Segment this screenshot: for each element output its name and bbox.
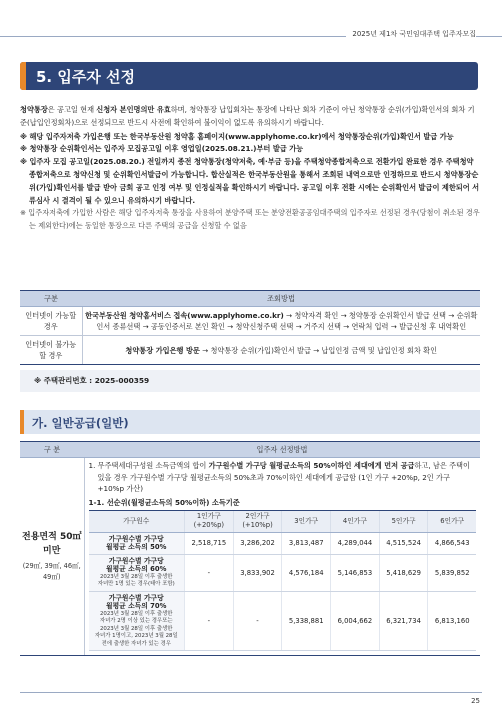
criteria-post: 하고, 남은 주택이 있을 경우 가구원수별 가구당 월평균소득의 50%초과 70%이하인 세대에게 공급함 (1인 가구 +20%p, 2인 가구 +10%p 가산) — [97, 461, 470, 493]
document-header-title: 2025년 제1차 국민임대주택 입주자모집 — [346, 29, 476, 39]
note-item: ※ 청약통장 순위확인서는 입주자 모집공고일 이후 영업일(2025.08.21.)부터 발급 가능 — [20, 144, 304, 154]
income-value: 4,866,543 — [428, 532, 476, 554]
method-bold: 한국부동산원 청약홈서비스 접속(www.applyhome.co.kr) — [85, 311, 284, 320]
income-value: 3,813,487 — [282, 532, 331, 554]
income-header: 1인가구 (+20%p) — [185, 510, 234, 532]
income-table-title: 1-1. 선순위(월평균소득의 50%이하) 소득기준 — [88, 497, 240, 507]
criterion-bold: 가구원수별 가구당 월평균 소득의 70% — [106, 593, 167, 610]
row-label: 인터넷이 불가능 할 경우 — [20, 336, 82, 365]
criteria-pre: 1. 무주택세대구성원 소득금액의 합이 — [88, 461, 209, 470]
intro-bold-term: 청약통장 — [20, 105, 48, 114]
income-value: 5,146,853 — [331, 554, 380, 591]
note-item-plain: ※ 입주자저축에 가입한 사람은 해당 입주자저축 통장을 사용하여 분양주택 또는 분양전환공공임대주택의 입주자로 선정된 경우(당첨이 취소된 경우는 제외한다)에는 동일한 통장으로 다른 주택의 공급을 신청할 수 없음 — [20, 208, 480, 231]
intro-paragraph — [20, 104, 480, 130]
income-row — [89, 591, 477, 651]
income-header: 가구원수 — [89, 510, 185, 532]
income-value: 4,576,184 — [282, 554, 331, 591]
general-supply-table — [20, 441, 480, 656]
income-row — [89, 554, 477, 591]
criterion-bold: 가구원수별 가구당 월평균 소득의 50% — [106, 534, 167, 551]
row-method — [82, 336, 480, 365]
income-value: 6,321,734 — [379, 591, 428, 651]
income-criterion — [89, 591, 185, 651]
income-value: 3,286,202 — [233, 532, 282, 554]
page-number: 25 — [471, 697, 480, 705]
row-method — [82, 307, 480, 336]
income-value: 4,289,044 — [331, 532, 380, 554]
income-value: 3,833,902 — [233, 554, 282, 591]
income-value: - — [185, 554, 234, 591]
row-label: 인터넷이 가능할 경우 — [20, 307, 82, 336]
table-row — [20, 336, 480, 365]
selection-method-cell — [84, 458, 480, 656]
criteria-text — [89, 460, 477, 495]
criteria-bold: 가구원수별 가구당 월평균소득의 50%이하인 세대에게 먼저 공급 — [208, 461, 415, 470]
criterion-bold: 가구원수별 가구당 월평균 소득의 60% — [106, 556, 167, 573]
income-header: 4인가구 — [331, 510, 380, 532]
table-header: 입주자 선정방법 — [84, 442, 480, 458]
intro-bold-emphasis: 신청자 본인명의만 유효 — [96, 105, 171, 114]
criterion-fine: 2023년 3월 28일 이후 출생한 자녀가 2명 이상 있는 경우또는 2023년 3월 28일 이후 출생한 자녀가 1명이고, 2023년 3월 28일 전에 출생한 자녀가 있는 경우 — [94, 610, 178, 647]
income-row — [89, 532, 477, 554]
category-cell — [20, 458, 84, 656]
income-criteria-table — [89, 510, 477, 652]
income-value: 2,518,715 — [185, 532, 234, 554]
method-text: → 청약자격 확인 → 청약통장 순위확인서 발급 선택 → 순위확인서 종류선택 → 공동인증서로 본인 확인 → 청약신청주택 선택 → 거주지 선택 → 연락처 입력 → 발급신청 후 내역확인 — [96, 311, 478, 331]
income-criterion — [89, 532, 185, 554]
house-management-number: ※ 주택관리번호 : 2025-000359 — [20, 370, 480, 392]
table-header: 구 분 — [20, 442, 84, 458]
intro-text-block — [20, 104, 480, 233]
income-header: 2인가구 (+10%p) — [233, 510, 282, 532]
income-criterion — [89, 554, 185, 591]
table-header: 조회방법 — [82, 291, 480, 307]
method-text: → 청약통장 순위(가입)확인서 발급 → 납입인정 금액 및 납입인정 회차 확인 — [199, 345, 438, 355]
category-sub: (29㎡, 39㎡, 46㎡, 49㎡) — [22, 562, 81, 581]
section-title: 5. 입주자 선정 — [36, 68, 136, 86]
income-value: 5,839,852 — [428, 554, 476, 591]
note-item: ※ 해당 입주자저축 가입은행 또는 한국부동산원 청약홈 홈페이지(www.applyhome.co.kr)에서 청약통장순위(가입)확인서 발급 가능 — [20, 131, 454, 141]
subsection-banner — [20, 410, 480, 434]
income-value: 4,515,524 — [379, 532, 428, 554]
intro-text: 하며, 청약통장 납입회차는 통장에 나타난 회차 기준이 아닌 청약통장 순위(가입)확인서의 회차 기준(납입인정회차)으로 선정되므로 반드시 사전에 확인하여 불이익이 없도록 유의하시기 바랍니다. — [20, 105, 475, 127]
note-item: ※ 입주자 모집 공고일(2025.08.20.) 전일까지 종전 청약통장(청약저축, 예·부금 등)을 주택청약종합저축으로 전환가입 완료한 경우 주택청약종합저축으로 청약신청 및 순위확인서발급이 가능합니다. 합산실적은 한국부동산원을 통해서 조회된 내역으로만 인정하므로 반드시 청약통장순위(가입)확인서를 발급 받아 금회 공고 인정 여부 및 인정실적을 확인하시기 바랍니다. 공고일 이후 전환 시에는 순위확인서 발급이 제한되어 서류심사 시 결격이 될 수 있으니 유의하시기 바랍니다. — [20, 157, 480, 205]
income-header: 5인가구 — [379, 510, 428, 532]
subsection-title: 가. 일반공급(일반) — [32, 416, 129, 430]
income-value: - — [185, 591, 234, 651]
category-main: 전용면적 50㎡미만 — [22, 532, 82, 556]
table-header: 구분 — [20, 291, 82, 307]
lookup-method-table — [20, 290, 480, 365]
income-value: 5,338,881 — [282, 591, 331, 651]
intro-text: 은 공고일 현재 — [47, 105, 97, 114]
income-value: 6,004,662 — [331, 591, 380, 651]
table-row — [20, 307, 480, 336]
income-value: 6,813,160 — [428, 591, 476, 651]
method-bold: 청약통장 가입은행 방문 — [125, 345, 200, 355]
footer-rule — [20, 692, 482, 693]
income-header: 6인가구 — [428, 510, 476, 532]
criterion-fine: 2023년 3월 28일 이후 출생한 자녀만 1명 있는 경우(태아 포함) — [97, 573, 175, 587]
income-value: 5,418,629 — [379, 554, 428, 591]
income-value: - — [233, 591, 282, 651]
section-banner — [20, 62, 478, 90]
table-row — [20, 458, 480, 656]
income-header: 3인가구 — [282, 510, 331, 532]
banner-accent — [20, 62, 26, 90]
